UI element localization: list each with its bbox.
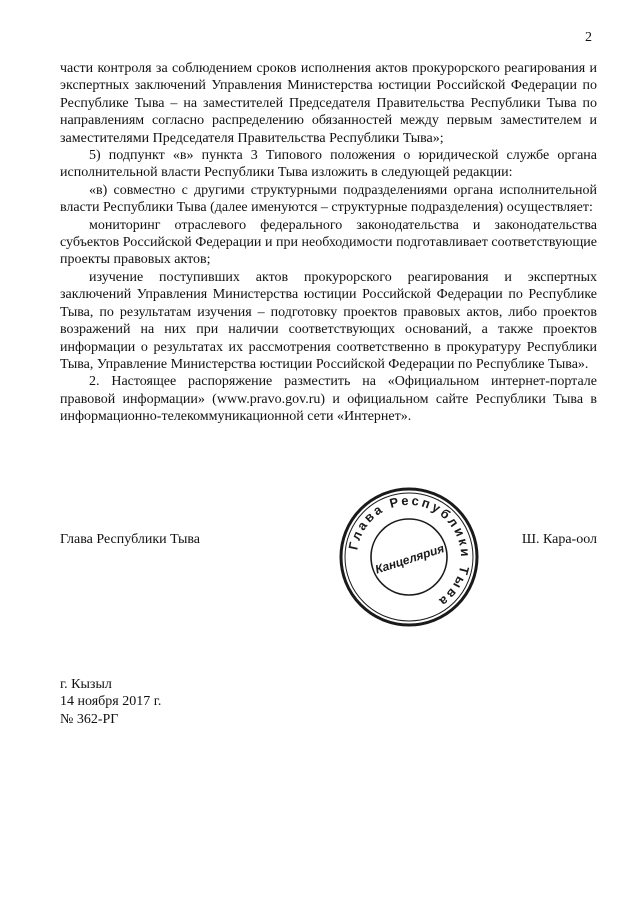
paragraph: 2. Настоящее распоряжение разместить на «Официальном интернет-портале правовой информации» (www.pravo.gov.ru) и официальном сайте Республики Тыва в информационно-телекоммуникационной сети «Интернет». xyxy=(60,374,597,425)
signatory-title: Глава Республики Тыва xyxy=(60,532,201,547)
stamp-ring-text: Глава Республики Тыва xyxy=(345,492,474,611)
document-date: 14 ноября 2017 г. xyxy=(60,694,162,710)
paragraph: изучение поступивших актов прокурорского реагирования и экспертных заключений Управления Министерства юстиции Российской Федерации по Республике Тыва, по результатам изучения – подготовку проектов правовых актов, либо проектов возражений на них при наличии соответствующих оснований, а также проектов информации о результатах их рассмотрения соответственно в прокуратуру Республики Тыва, Управление Министерства юстиции Российской Федерации по Республике Тыва». xyxy=(60,269,597,372)
signatory-name: Ш. Кара-оол xyxy=(521,532,597,547)
page-number: 2 xyxy=(585,30,592,45)
paragraph: части контроля за соблюдением сроков исполнения актов прокурорского реагирования и экспертных заключений Управления Министерства юстиции Российской Федерации по Республике Тыва – на заместителей Председателя Правительства Республики Тыва по направлениям согласно распределению обязанностей между первым заместителем и заместителями Председателя Правительства Республики Тыва»; xyxy=(60,61,597,146)
paragraph: «в) совместно с другими структурными подразделениями органа исполнительной власти Республики Тыва (далее именуются – структурные подразделения) осуществляет: xyxy=(60,182,597,216)
city: г. Кызыл xyxy=(60,677,112,692)
paragraph: 5) подпункт «в» пункта 3 Типового положения о юридической службе органа исполнительной власти Республики Тыва изложить в следующей редакции: xyxy=(60,148,597,181)
document-footer xyxy=(60,676,161,728)
document-body xyxy=(60,60,597,426)
paragraph: мониторинг отраслевого федерального законодательства и законодательства субъектов Российской Федерации и при необходимости подготавливает соответствующие проекты правовых актов; xyxy=(60,217,597,268)
document-number: № 362-РГ xyxy=(60,711,119,727)
stamp-center-text: Канцелярия xyxy=(373,541,446,577)
official-stamp xyxy=(337,485,481,629)
